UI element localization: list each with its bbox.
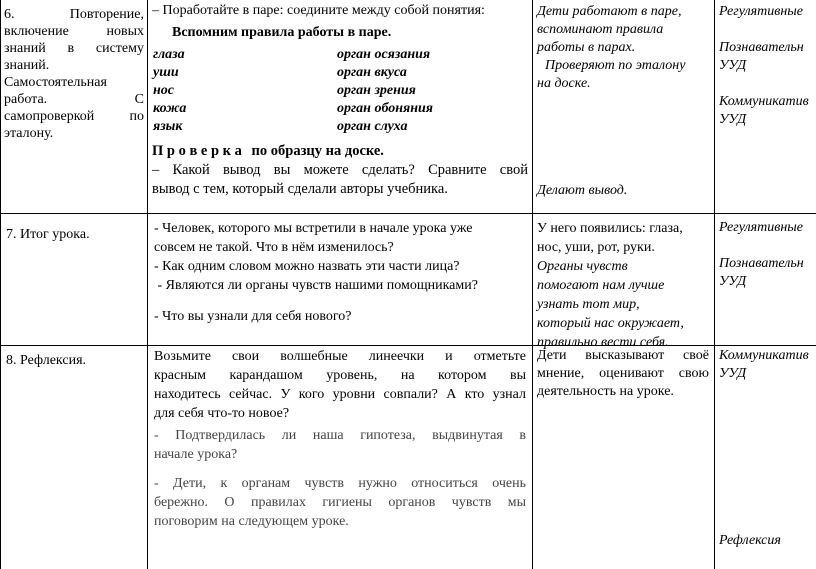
- row2-students-cell: [537, 219, 711, 352]
- stage-line: 8. Рефлексия.: [6, 353, 87, 368]
- teacher-line: - Дети, к органам чувств нужно относиться очень: [154, 476, 526, 491]
- term-left: кожа: [153, 101, 187, 116]
- stage-line: Самостоятельная: [4, 75, 107, 90]
- students-line: У него появились: глаза,: [537, 221, 683, 236]
- teacher-line: совсем не такой. Что в нём изменилось?: [154, 240, 394, 255]
- uud-line: Коммуникатив: [719, 348, 809, 363]
- terms-left-list: [153, 46, 186, 136]
- students-line: на доске.: [537, 76, 591, 91]
- students-line: мнение, оценивают свою: [537, 366, 709, 381]
- teacher-line: - Человек, которого мы встретили в начале урока уже: [154, 221, 473, 236]
- students-line: нос, уши, рот, руки.: [537, 240, 655, 255]
- stage-line: самопроверкой по: [4, 109, 144, 124]
- uud-line: Регулятивные: [719, 4, 803, 19]
- teacher-line: находитесь сейчас. У кого уровни совпали? А кто узнал: [154, 387, 526, 402]
- stage-line: знаний в систему: [4, 41, 144, 56]
- term-right: орган слуха: [337, 119, 408, 134]
- students-line: Дети высказывают своё: [537, 348, 709, 363]
- uud-line: УУД: [719, 58, 747, 73]
- term-left: язык: [153, 119, 183, 134]
- stage-line: работа. С: [4, 92, 144, 107]
- row1-stage-cell: [4, 6, 144, 142]
- uud-line: УУД: [719, 274, 747, 289]
- term-left: уши: [153, 65, 179, 80]
- teacher-line: начале урока?: [154, 447, 238, 462]
- students-line: который нас окружает,: [537, 316, 684, 331]
- uud-line: Познавательн: [719, 256, 804, 271]
- teacher-line: бережно. О правилах гигиены органов чувств мы: [154, 495, 526, 510]
- teacher-line: Возьмите свои волшебные линеечки и отметьте: [154, 349, 526, 364]
- stage-line: эталону.: [4, 126, 54, 141]
- row2-teacher-cell: [154, 219, 530, 326]
- row-divider-1: [0, 213, 816, 214]
- teacher-line: поговорим на следующем уроке.: [154, 514, 349, 529]
- students-line: деятельность на уроке.: [537, 384, 674, 399]
- uud-line: УУД: [719, 112, 747, 127]
- teacher-line: для себя что-то новое?: [154, 406, 290, 421]
- question-line: – Какой вывод вы можете сделать? Сравните свой: [152, 162, 528, 178]
- students-line: Проверяют по эталону: [545, 58, 686, 73]
- students-line: вспоминают правила: [537, 22, 664, 37]
- table-left-border: [0, 0, 1, 569]
- students-line: работы в парах.: [537, 40, 636, 55]
- row3-uud-cell: [719, 347, 816, 383]
- students-conclusion: Делают вывод.: [537, 183, 628, 198]
- stage-line: включение новых: [4, 24, 144, 39]
- term-left: нос: [153, 83, 174, 98]
- question-line: вывод с тем, который сделали авторы учебника.: [152, 181, 448, 197]
- teacher-line: - Как одним словом можно назвать эти части лица?: [154, 259, 460, 274]
- uud-line: УУД: [719, 366, 747, 381]
- students-line: помогают нам лучше: [537, 278, 665, 293]
- row2-stage-cell: [6, 226, 146, 243]
- column-divider-3: [714, 0, 715, 569]
- students-line: узнать тот мир,: [537, 297, 640, 312]
- row3-teacher-cell: [154, 347, 526, 531]
- check-heading: [152, 142, 528, 161]
- teacher-line: красным карандашом уровень, на котором вы: [154, 368, 526, 383]
- check-rest: по образцу на доске.: [251, 143, 384, 159]
- term-right: орган обоняния: [337, 101, 433, 116]
- uud-line: Познавательн: [719, 40, 804, 55]
- pair-rules-heading: Вспомним правила работы в паре.: [172, 25, 392, 40]
- teacher-line: - Что вы узнали для себя нового?: [154, 309, 352, 324]
- uud-line: Коммуникатив: [719, 94, 809, 109]
- row3-students-cell: [537, 347, 709, 401]
- row1-teacher-cell: [152, 2, 528, 41]
- term-right: орган вкуса: [337, 65, 407, 80]
- column-divider-1: [147, 0, 148, 569]
- students-line: Дети работают в паре,: [537, 4, 682, 19]
- teacher-intro: – Поработайте в паре: соедините между собой понятия:: [152, 3, 485, 18]
- stage-line: 7. Итог урока.: [6, 227, 90, 242]
- term-right: орган осязания: [337, 47, 431, 62]
- teacher-line: - Являются ли органы чувств нашими помощниками?: [154, 278, 478, 293]
- teacher-line: - Подтвердилась ли наша гипотеза, выдвинутая в: [154, 428, 526, 443]
- uud-line: Регулятивные: [719, 220, 803, 235]
- terms-right-list: [337, 46, 433, 136]
- stage-line: знаний.: [4, 58, 50, 73]
- check-spaced-word: П р о в е р к а: [152, 143, 242, 159]
- row1-students-cell: [537, 3, 711, 93]
- students-line: Органы чувств: [537, 259, 628, 274]
- students-line: правильно вести себя.: [537, 335, 669, 350]
- row1-check-block: [152, 142, 528, 199]
- stage-line: 6. Повторение,: [4, 7, 144, 22]
- column-divider-2: [532, 0, 533, 569]
- term-left: глаза: [153, 47, 185, 62]
- term-right: орган зрения: [337, 83, 416, 98]
- uud-reflection: Рефлексия: [719, 533, 781, 548]
- row3-stage-cell: [6, 352, 146, 369]
- row2-uud-cell: [719, 219, 816, 291]
- row1-uud-cell: [719, 3, 816, 129]
